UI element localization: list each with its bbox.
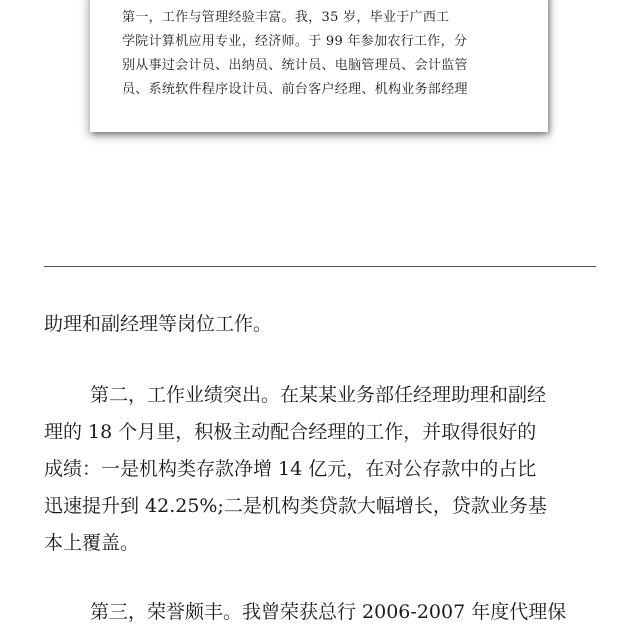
text-line: 助理和副经理等岗位工作。 xyxy=(44,313,273,335)
text-line: 迅速提升到 42.25%;二是机构类贷款大幅增长，贷款业务基 xyxy=(44,495,547,517)
text-line: 别从事过会计员、出纳员、统计员、电脑管理员、会计监管 xyxy=(122,58,468,73)
text-line: 第一，工作与管理经验丰富。我，35 岁，毕业于广西工 xyxy=(122,10,450,25)
paragraph-2 xyxy=(44,377,604,562)
paragraph-1-continuation xyxy=(44,306,604,343)
text-line: 成绩：一是机构类存款净增 14 亿元，在对公存款中的占比 xyxy=(44,458,537,480)
text-line: 第二，工作业绩突出。在某某业务部任经理助理和副经 xyxy=(90,384,547,406)
text-line: 理的 18 个月里，积极主动配合经理的工作，并取得很好的 xyxy=(44,421,537,443)
text-line: 本上覆盖。 xyxy=(44,532,140,554)
paragraph-3 xyxy=(44,594,604,631)
page-divider xyxy=(44,266,596,267)
previous-page-paragraph xyxy=(122,6,522,102)
text-line: 第三，荣誉颇丰。我曾荣获总行 2006-2007 年度代理保 xyxy=(90,601,567,623)
text-line: 学院计算机应用专业，经济师。于 99 年参加农行工作，分 xyxy=(122,34,468,49)
text-line: 员、系统软件程序设计员、前台客户经理、机构业务部经理 xyxy=(122,82,468,97)
